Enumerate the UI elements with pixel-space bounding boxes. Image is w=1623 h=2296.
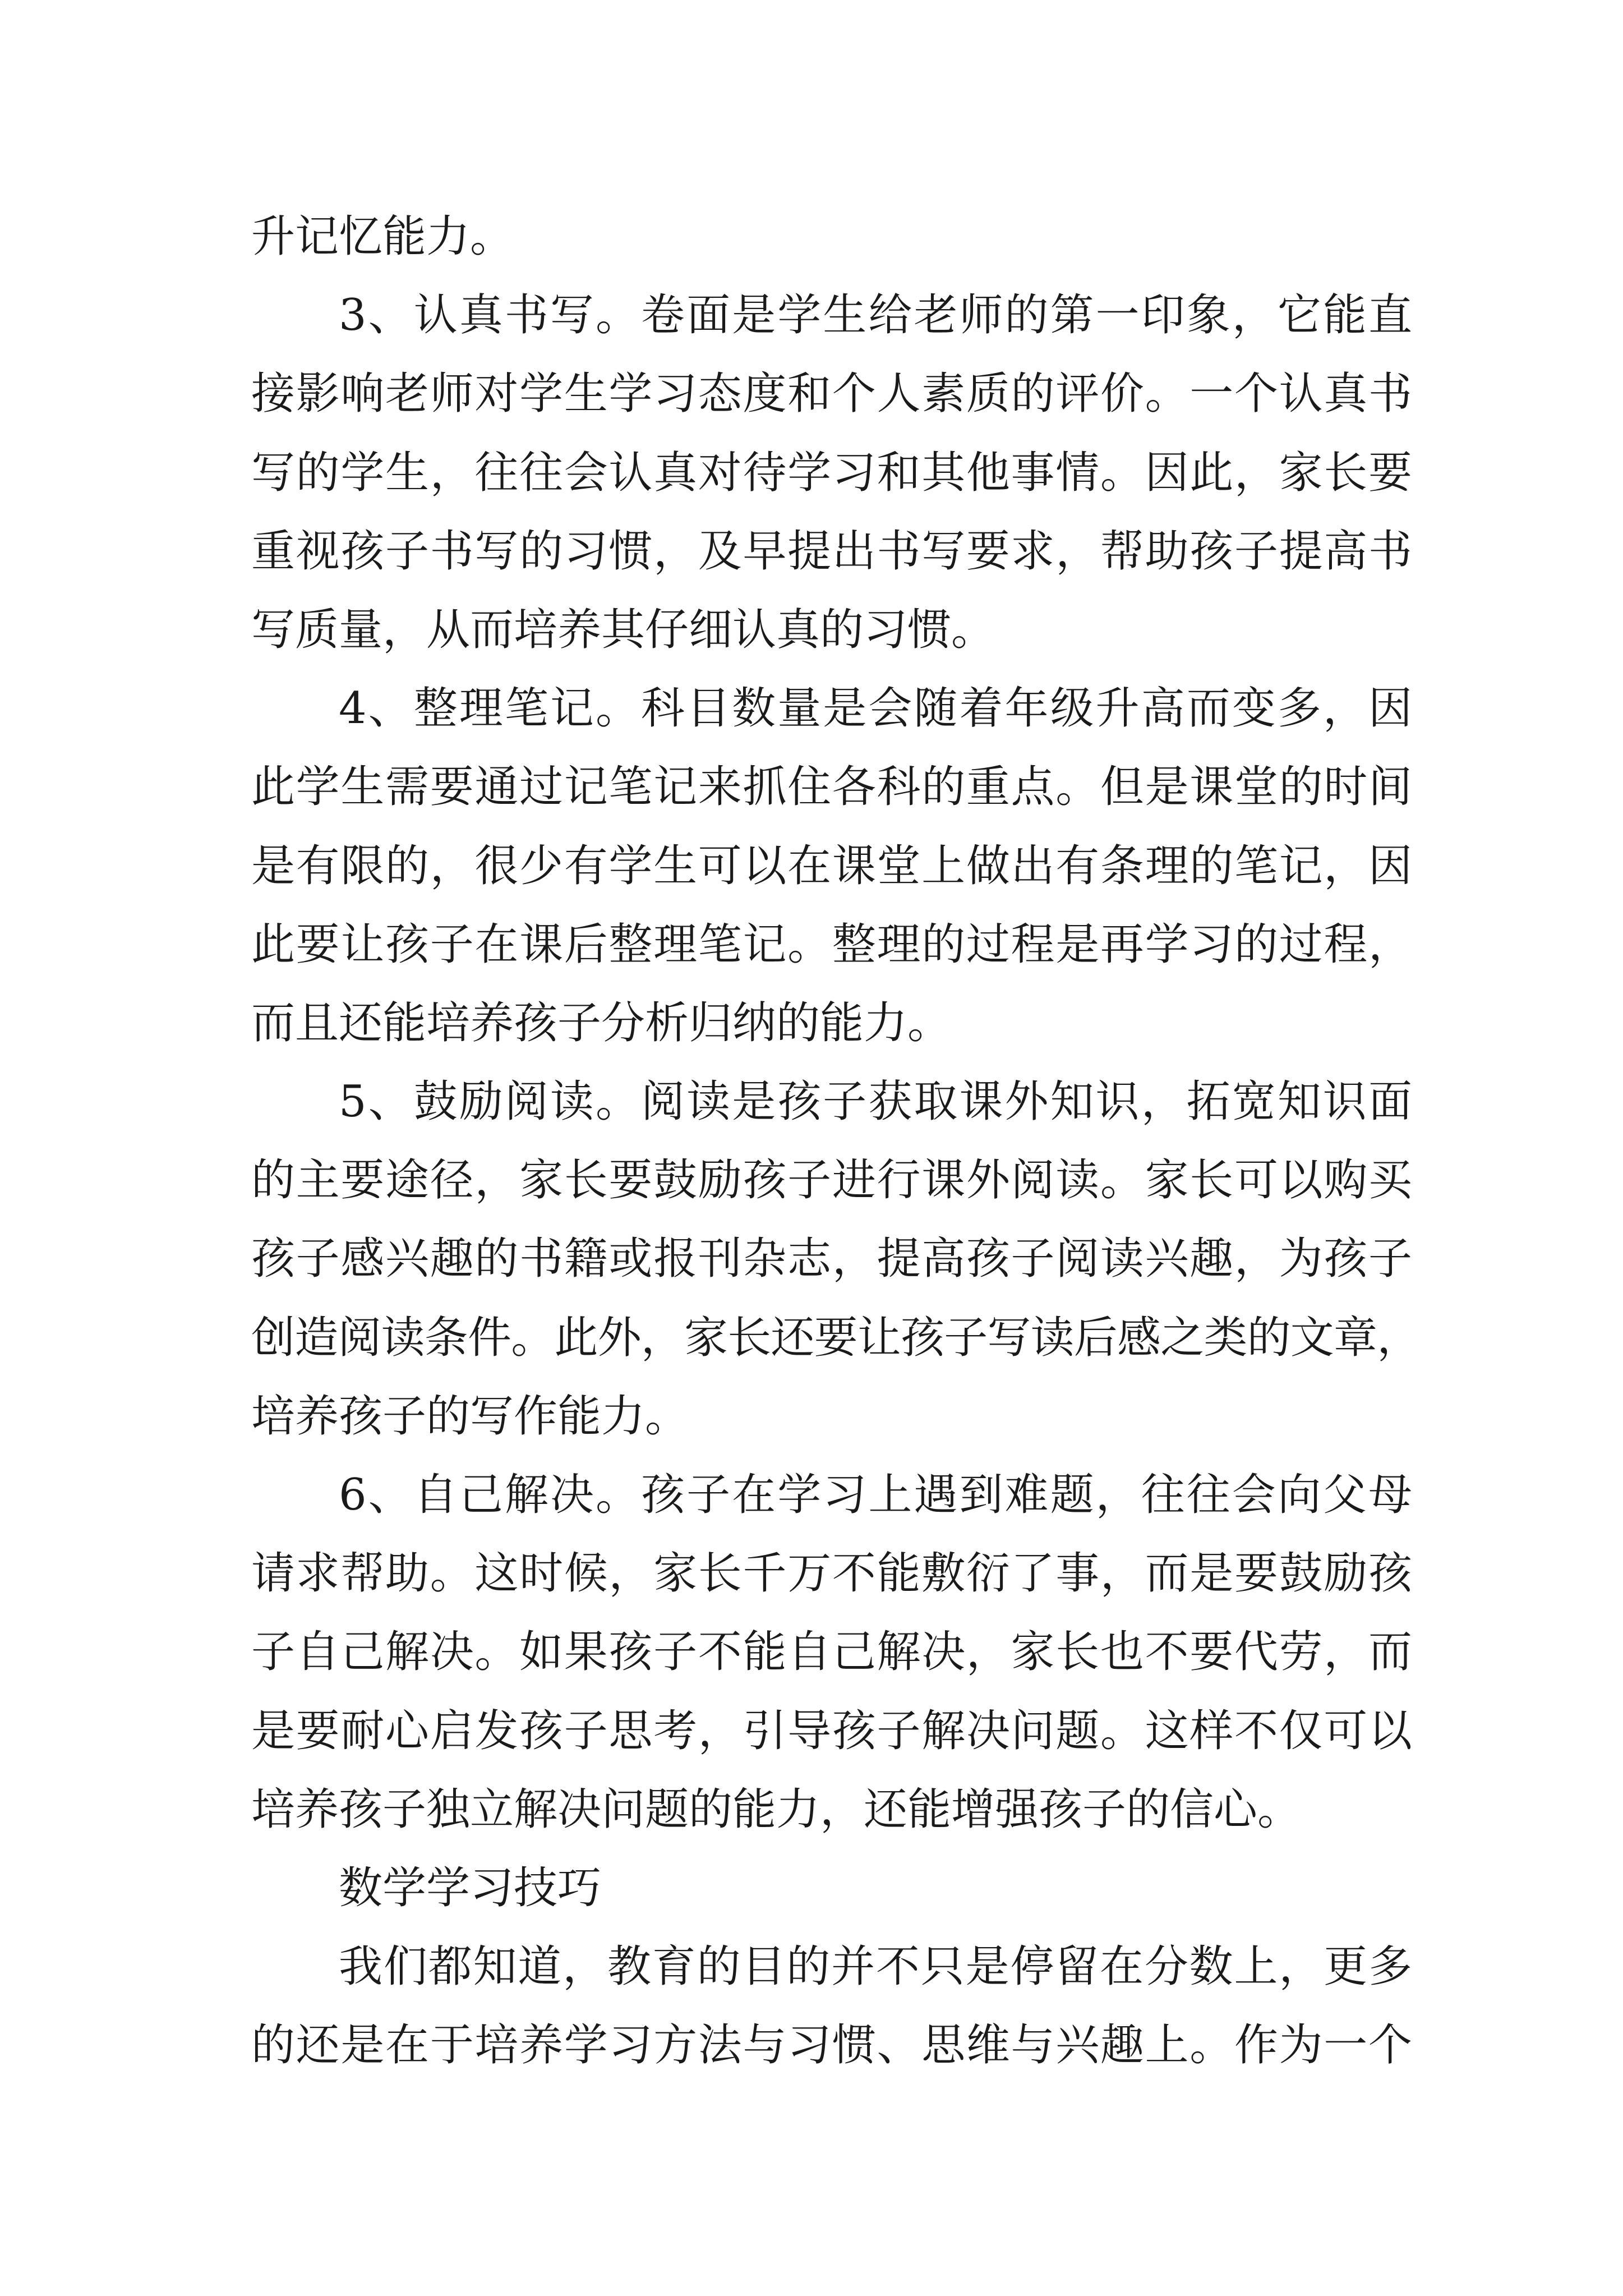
- text-line: 此学生需要通过记笔记来抓住各科的重点。但是课堂的时间: [251, 762, 1412, 813]
- text-line: 写的学生，往往会认真对待学习和其他事情。因此，家长要: [251, 447, 1412, 498]
- text-line: 而且还能培养孩子分析归纳的能力。: [251, 997, 952, 1048]
- text-line: 6、自己解决。孩子在学习上遇到难题，往往会向父母: [339, 1470, 1412, 1520]
- text-line: 我们都知道，教育的目的并不只是停留在分数上，更多: [339, 1941, 1412, 1993]
- text-line: 请求帮助。这时候，家长千万不能敷衍了事，而是要鼓励孩: [251, 1548, 1412, 1599]
- text-line: 创造阅读条件。此外，家长还要让孩子写读后感之类的文章，: [251, 1312, 1421, 1363]
- text-line: 4、整理笔记。科目数量是会随着年级升高而变多，因: [339, 683, 1412, 734]
- text-line: 写质量，从而培养其仔细认真的习惯。: [251, 604, 995, 655]
- text-line: 培养孩子的写作能力。: [251, 1391, 689, 1442]
- section-heading: 数学学习技巧: [339, 1862, 602, 1913]
- text-line: 的主要途径，家长要鼓励孩子进行课外阅读。家长可以购买: [251, 1155, 1412, 1206]
- text-line: 3、认真书写。卷面是学生给老师的第一印象，它能直: [339, 290, 1412, 341]
- text-line: 接影响老师对学生学习态度和个人素质的评价。一个认真书: [251, 369, 1412, 420]
- text-line: 子自己解决。如果孩子不能自己解决，家长也不要代劳，而: [251, 1627, 1412, 1678]
- text-line: 孩子感兴趣的书籍或报刊杂志，提高孩子阅读兴趣，为孩子: [251, 1234, 1412, 1285]
- text-line: 此要让孩子在课后整理笔记。整理的过程是再学习的过程，: [251, 919, 1412, 970]
- text-line: 是有限的，很少有学生可以在课堂上做出有条理的笔记，因: [251, 840, 1412, 891]
- body-text: [251, 197, 1421, 2085]
- text-line: 升记忆能力。: [251, 211, 514, 262]
- text-line: 重视孩子书写的习惯，及早提出书写要求，帮助孩子提高书: [251, 526, 1412, 577]
- text-line: 培养孩子独立解决问题的能力，还能增强孩子的信心。: [251, 1784, 1302, 1835]
- text-line: 是要耐心启发孩子思考，引导孩子解决问题。这样不仅可以: [251, 1705, 1412, 1756]
- text-line: 的还是在于培养学习方法与习惯、思维与兴趣上。作为一个: [251, 2020, 1412, 2071]
- text-line: 5、鼓励阅读。阅读是孩子获取课外知识，拓宽知识面: [339, 1076, 1412, 1128]
